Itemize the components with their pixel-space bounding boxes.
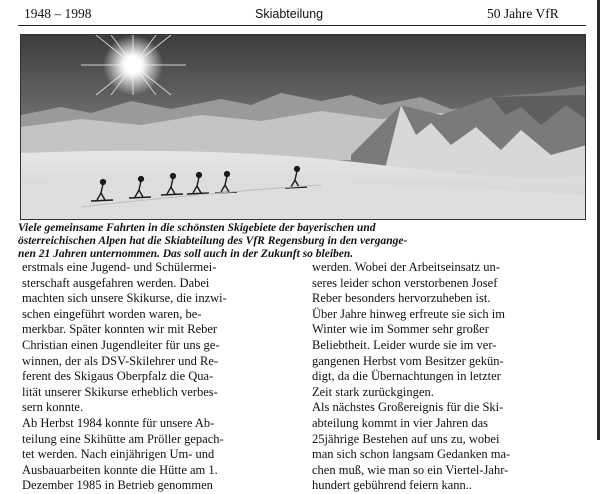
photo-caption [18,222,590,261]
text-line: winnen, der als DSV-Skilehrer und Re- [22,353,219,368]
text-line: merkbar. Später konnten wir mit Reber [22,322,218,337]
caption-line: Viele gemeinsame Fahrten in die schönsten Skigebiete der bayerischen und [18,222,376,234]
text-line: werden. Wobei der Arbeitseinsatz un- [312,260,500,274]
text-line: digt, da die Übernachtungen in letzter [312,369,501,384]
text-line: 25jährige Bestehen auf uns zu, wobei [312,431,500,446]
caption-line: nen 21 Jahren unternommen. Das soll auch in der Zukunft so bleiben. [18,248,354,260]
text-line: chen muß, wie man so ein Viertel-Jahr- [312,462,509,477]
text-line: hundert gebührend feiern kann.. [312,478,473,493]
skiing-photo [20,34,586,220]
text-line: Dezember 1985 in Betrieb genommen [22,478,213,493]
text-line: man sich schon langsam Gedanken ma- [312,447,511,462]
text-line: tet werden. Nach einjährigen Um- und [22,447,215,462]
text-line: abteilung kommt in vier Jahren das [312,415,489,430]
text-line: machten sich unsere Skikurse, die inzwi- [22,291,227,306]
text-line: Als nächstes Großereignis für die Ski- [312,400,504,415]
text-line: sterschaft ausgefahren werden. Dabei [22,275,210,290]
header-section-title: Skiabteilung [255,7,324,21]
page-header [0,0,600,26]
text-line: seres leider schon verstorbenen Josef [312,275,498,290]
text-line: sern konnte. [22,400,84,415]
text-line: Über Jahre hinweg erfreute sie sich im [312,306,505,321]
text-line: Reber besonders hervorzuheben ist. [312,291,491,306]
text-line: teilung eine Skihütte am Pröller gepach- [22,431,224,446]
text-line: erstmals eine Jugend- und Schülermei- [22,260,217,274]
text-line: Ab Herbst 1984 konnte für unsere Ab- [22,415,215,430]
text-line: Winter wie im Sommer sehr großer [312,322,489,337]
text-line: gangenen Herbst vom Besitzer gekün- [312,353,504,368]
header-years: 1948 – 1998 [24,6,92,21]
text-line: Christian einen Jugendleiter für uns ge- [22,337,220,352]
text-line: Zeit stark zurückgingen. [312,384,434,399]
text-column-left [22,260,300,494]
caption-line: österreichischen Alpen hat die Skiabteilung des VfR Regensburg in den vergange- [18,235,408,247]
text-line: ferent des Skigaus Oberpfalz die Qua- [22,369,214,384]
text-line: lität unserer Skikurse erheblich verbes- [22,384,218,399]
text-line: Ausbauarbeiten konnte die Hütte am 1. [22,462,218,477]
text-line: schen eingeführt worden waren, be- [22,306,202,321]
text-line: Beliebtheit. Leider wurde sie im ver- [312,337,497,352]
text-column-right [312,260,590,494]
header-rule [18,25,586,26]
header-anniversary: 50 Jahre VfR [487,6,559,21]
